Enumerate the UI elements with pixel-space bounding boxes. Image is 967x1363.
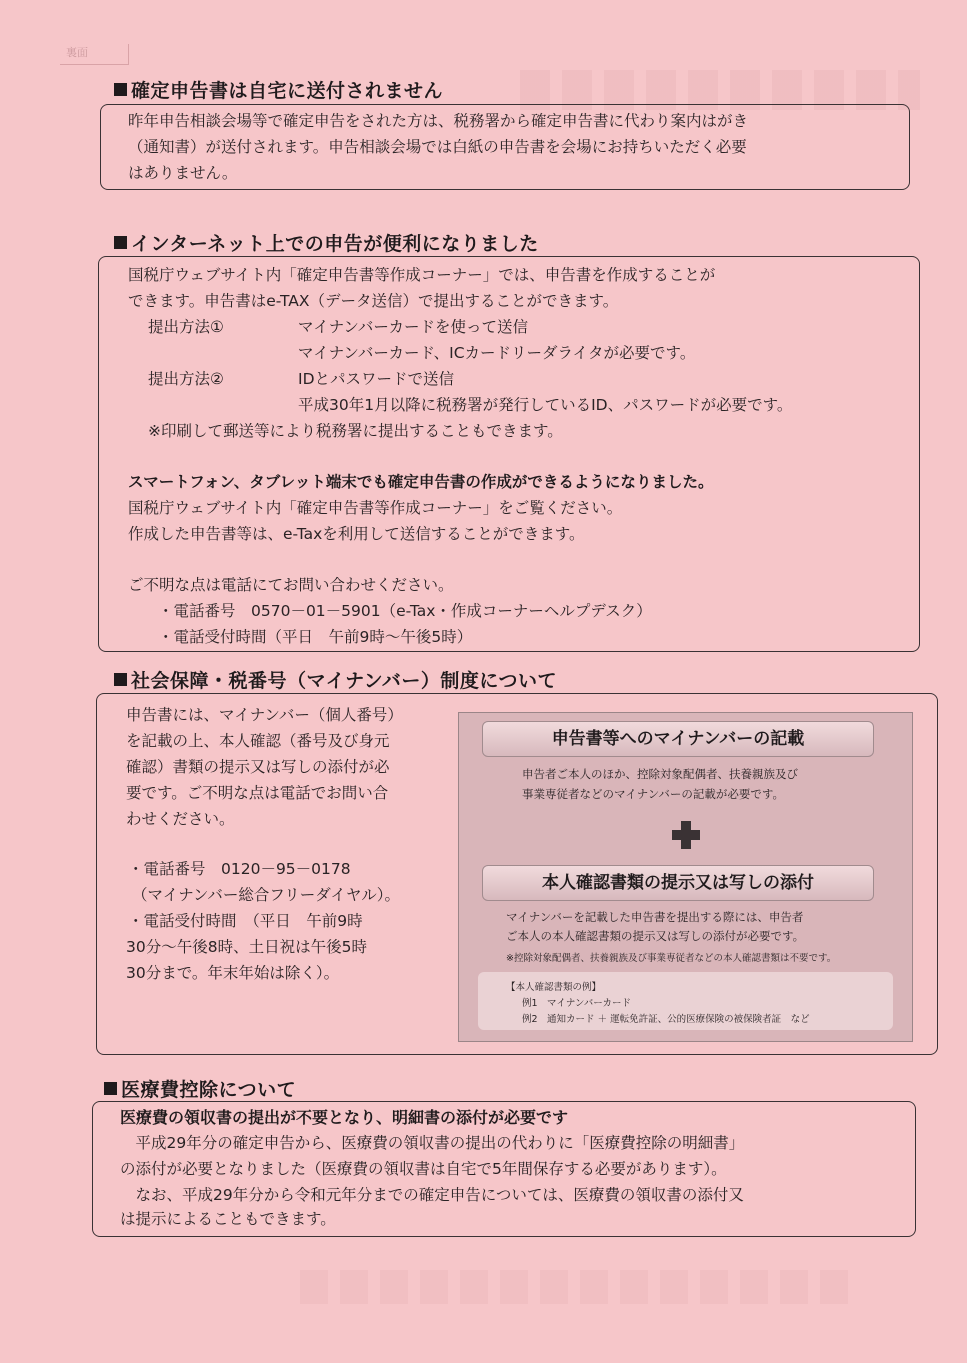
square-bullet-icon [114,673,127,686]
panel-text2-line2: ご本人の本人確認書類の提示又は写しの添付が必要です。 [506,929,805,943]
mynumber-contact-4: 30分～午後8時、土日祝は午後5時 [126,938,367,956]
medical-line-2: の添付が必要となりました（医療費の領収書は自宅で5年間保存する必要があります）。 [120,1160,727,1178]
panel-text2-line1: マイナンバーを記載した申告書を提出する際には、申告者 [506,910,804,924]
page-tab: 裏面 [60,44,129,65]
method1-line-2: マイナンバーカード、ICカードリーダライタが必要です。 [298,344,696,362]
etax-hours: ・電話受付時間（平日 午前9時～午後5時） [158,628,473,646]
section1-line-2: （通知書）が送付されます。申告相談会場では白紙の申告書を会場にお持ちいただく必要 [128,138,747,156]
section3-title: 社会保障・税番号（マイナンバー）制度について [114,666,557,693]
panel-text1-line2: 事業専従者などのマイナンバーの記載が必要です。 [522,787,784,801]
medical-line-3: なお、平成29年分から令和元年分までの確定申告については、医療費の領収書の添付又 [120,1186,744,1204]
mynumber-body-5: わせください。 [126,810,235,828]
medical-line-4: は提示によることもできます。 [120,1210,336,1228]
plus-icon [672,821,700,849]
section2-title: インターネット上での申告が便利になりました [114,229,539,256]
mynumber-contact-1: ・電話番号 0120－95－0178 [128,860,351,878]
section2-intro-1: 国税庁ウェブサイト内「確定申告書等作成コーナー」では、申告書を作成することが [128,266,716,284]
mynumber-contact-5: 30分まで。年末年始は除く）。 [126,964,340,982]
medical-heading: 医療費の領収書の提出が不要となり、明細書の添付が必要です [120,1108,569,1127]
example-1: 例1 マイナンバーカード [522,998,632,1009]
mynumber-body-1: 申告書には、マイナンバー（個人番号） [126,706,403,724]
smartphone-heading: スマートフォン、タブレット端末でも確定申告書の作成ができるようになりました。 [128,473,714,491]
mynumber-contact-3: ・電話受付時間 （平日 午前9時 [128,912,363,930]
mynumber-contact-2: （マイナンバー総合フリーダイヤル）。 [132,886,400,904]
mynumber-body-2: を記載の上、本人確認（番号及び身元 [126,732,390,750]
panel-note2: ※控除対象配偶者、扶養親族及び事業専従者などの本人確認書類は不要です。 [506,953,837,964]
method1-line-1: マイナンバーカードを使って送信 [298,318,529,336]
panel-title-id: 本人確認書類の提示又は写しの添付 [482,865,874,901]
section1-line-3: はありません。 [128,164,238,182]
smartphone-line-1: 国税庁ウェブサイト内「確定申告書等作成コーナー」をご覧ください。 [128,499,623,517]
section2-note: ※印刷して郵送等により税務署に提出することもできます。 [148,422,563,440]
square-bullet-icon [114,83,127,96]
mynumber-body-4: 要です。ご不明な点は電話でお問い合 [126,784,389,802]
etax-phone: ・電話番号 0570－01－5901（e-Tax・作成コーナーヘルプデスク） [158,602,652,620]
mynumber-body-3: 確認）書類の提示又は写しの添付が必 [126,758,390,776]
medical-line-1: 平成29年分の確定申告から、医療費の領収書の提出の代わりに「医療費控除の明細書」 [120,1134,745,1152]
section1-title: 確定申告書は自宅に送付されません [114,76,443,103]
square-bullet-icon [104,1082,117,1095]
example-2: 例2 通知カード ＋ 運転免許証、公的医療保険の被保険者証 など [522,1014,810,1025]
section1-line-1: 昨年申告相談会場等で確定申告をされた方は、税務署から確定申告書に代わり案内はがき [128,112,749,130]
section2-intro-2: できます。申告書はe-TAX（データ送信）で提出することができます。 [128,292,619,310]
panel-text1-line1: 申告者ご本人のほか、控除対象配偶者、扶養親族及び [522,767,798,781]
contact-intro: ご不明な点は電話にてお問い合わせください。 [128,576,454,594]
method2-line-2: 平成30年1月以降に税務署が発行しているID、パスワードが必要です。 [298,396,793,414]
method2-line-1: IDとパスワードで送信 [298,370,455,388]
section4-title: 医療費控除について [104,1075,296,1102]
smartphone-line-2: 作成した申告書等は、e-Taxを利用して送信することができます。 [128,525,585,543]
method2-label: 提出方法② [148,370,224,388]
bleed-through-band-bottom [300,1270,860,1304]
example-heading: 【本人確認書類の例】 [506,982,602,993]
panel-title-entry: 申告書等へのマイナンバーの記載 [482,721,874,757]
square-bullet-icon [114,236,127,249]
method1-label: 提出方法① [148,318,224,336]
